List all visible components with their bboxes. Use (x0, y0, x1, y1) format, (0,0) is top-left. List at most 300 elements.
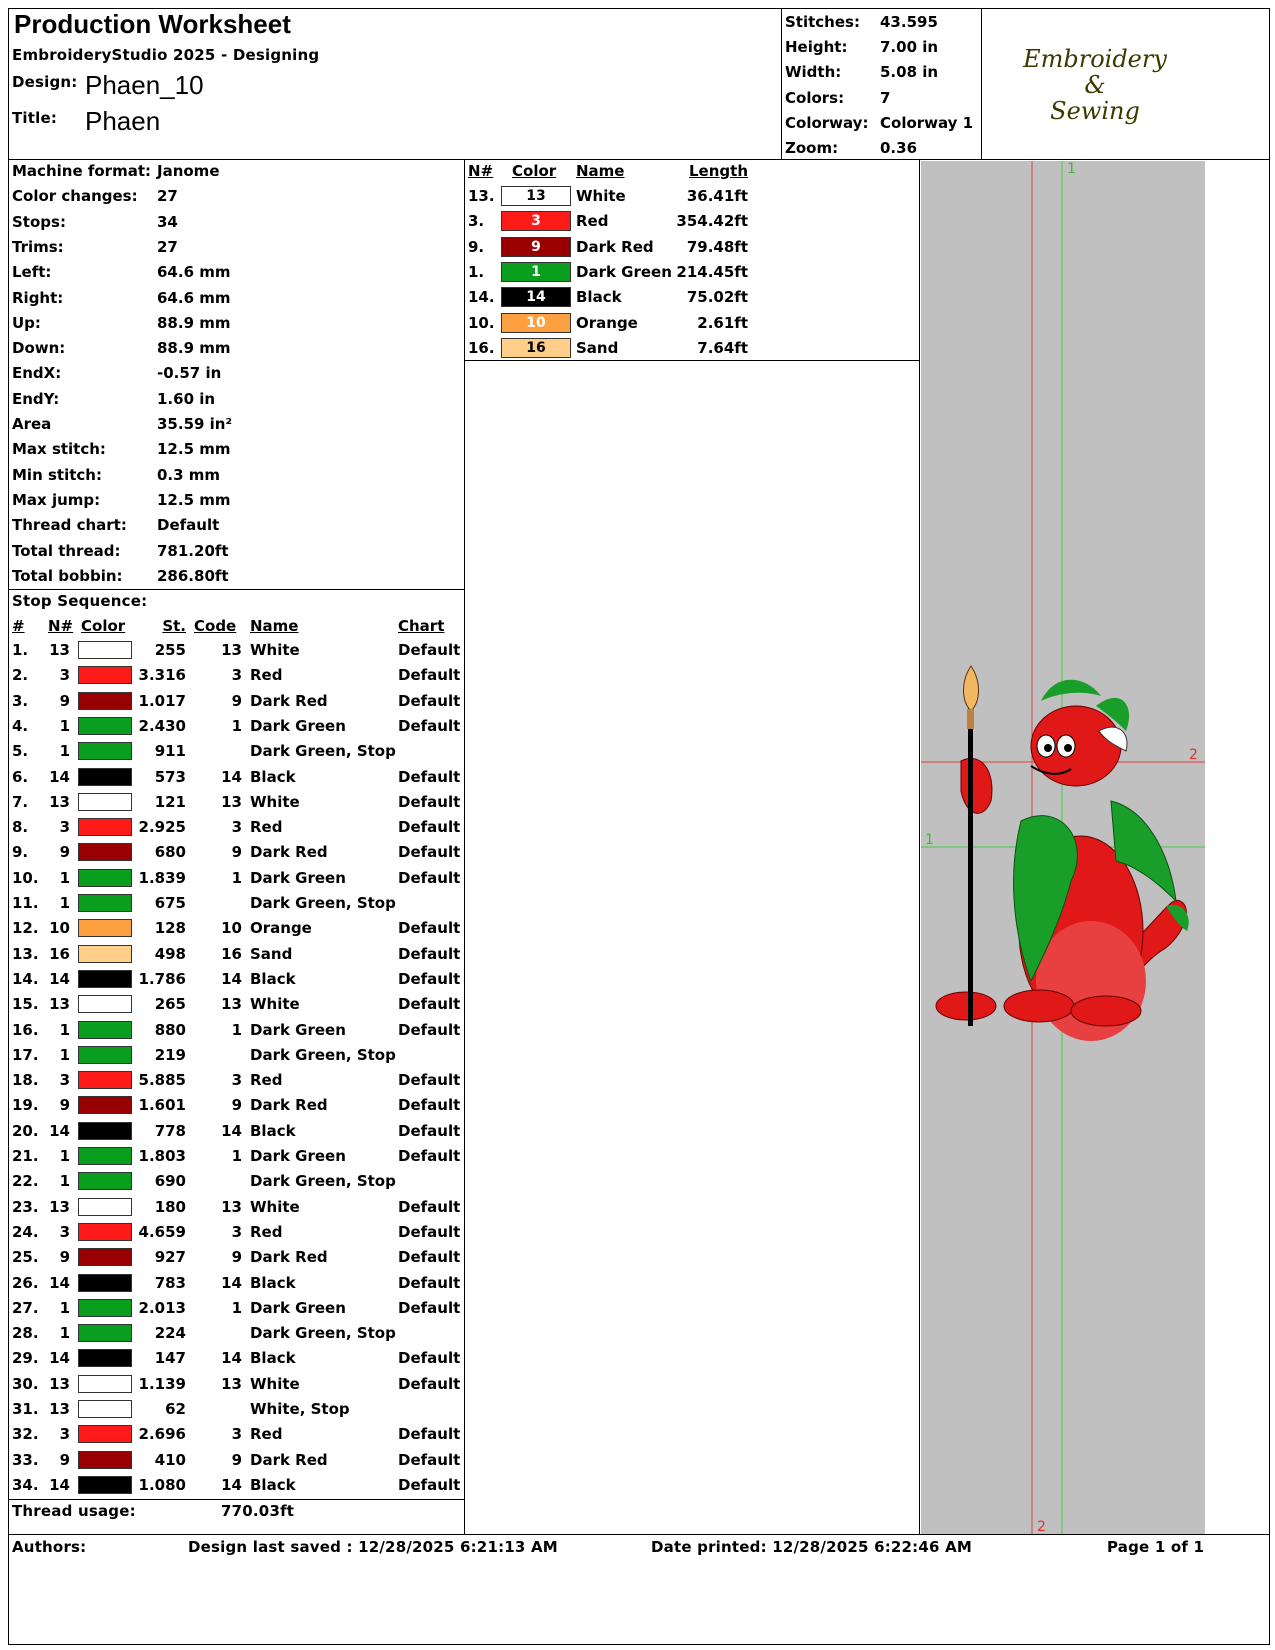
stop-stitches: 4.659 (138, 1222, 186, 1241)
stop-row (12, 738, 462, 764)
preview-marker: 1 (925, 832, 934, 848)
machine-info-value: 0.3 mm (157, 465, 221, 484)
stop-stitches: 1.601 (138, 1096, 186, 1115)
stop-code: 3 (231, 1222, 242, 1241)
summary-label: Width: (785, 63, 842, 82)
machine-info-value: 35.59 in² (157, 415, 233, 433)
color-number: 9. (468, 237, 485, 256)
summary-label: Colors: (785, 88, 845, 107)
stop-name: Red (250, 666, 283, 685)
stop-chart: Default (398, 919, 461, 938)
stop-color-swatch (78, 1451, 132, 1469)
stop-row (12, 1345, 462, 1371)
stop-color-swatch (78, 970, 132, 988)
stop-chart: Default (398, 691, 461, 710)
last-saved: Design last saved : 12/28/2025 6:21:13 AM (188, 1538, 558, 1556)
color-row (468, 208, 758, 234)
stop-code: 9 (231, 691, 242, 710)
stop-index: 33. (12, 1450, 39, 1469)
divider (8, 1499, 465, 1500)
stop-index: 22. (12, 1172, 39, 1191)
stop-name: Dark Red (250, 1248, 328, 1267)
stop-name: Dark Red (250, 843, 328, 862)
stop-color-swatch (78, 666, 132, 684)
stop-stitches: 880 (154, 1020, 186, 1039)
stop-color-swatch (78, 1071, 132, 1089)
stops-header-chart: Chart (398, 617, 445, 635)
stop-index: 26. (12, 1273, 39, 1292)
stop-chart: Default (398, 1425, 461, 1444)
stop-color-swatch (78, 818, 132, 836)
stop-color-swatch (78, 1046, 132, 1064)
stop-stitches: 778 (154, 1121, 186, 1140)
color-number: 16. (468, 338, 495, 357)
stop-chart: Default (398, 969, 461, 988)
stop-stitches: 573 (154, 767, 186, 786)
colors-header-row (468, 158, 758, 184)
stop-color-number: 9 (59, 691, 70, 710)
stop-code: 9 (231, 1096, 242, 1115)
stop-row (12, 1168, 462, 1194)
color-number: 1. (468, 262, 485, 281)
color-swatch: 10 (501, 313, 571, 333)
stop-code: 13 (221, 641, 242, 659)
stop-name: Dark Green (250, 716, 346, 735)
stop-row (12, 764, 462, 790)
stop-row (12, 865, 462, 891)
stop-index: 28. (12, 1324, 39, 1343)
stop-color-number: 13 (49, 641, 70, 659)
color-length: 75.02ft (686, 288, 748, 307)
summary-label: Stitches: (785, 13, 860, 31)
stop-row (12, 1270, 462, 1296)
preview-marker: 2 (1037, 1519, 1046, 1534)
stop-row (12, 1472, 462, 1498)
stop-name: Dark Red (250, 691, 328, 710)
stop-index: 5. (12, 742, 29, 761)
stop-color-number: 14 (49, 1349, 70, 1368)
stop-code: 3 (231, 818, 242, 837)
stop-stitches: 255 (154, 641, 186, 659)
stop-sequence-title: Stop Sequence: (12, 592, 148, 610)
summary-value: Colorway 1 (880, 113, 974, 132)
stop-code: 14 (221, 1475, 242, 1494)
stop-index: 34. (12, 1475, 39, 1494)
stop-name: White (250, 792, 300, 811)
stop-stitches: 265 (154, 995, 186, 1014)
colors-header-n: N# (468, 162, 494, 180)
stop-row (12, 991, 462, 1017)
color-length: 36.41ft (686, 187, 748, 205)
machine-info-label: EndY: (12, 389, 60, 408)
stop-color-number: 3 (59, 1425, 70, 1444)
machine-info-label: Down: (12, 339, 66, 358)
stop-stitches: 2.013 (138, 1298, 186, 1317)
colors-header-name: Name (576, 162, 625, 180)
stop-index: 4. (12, 716, 29, 735)
stop-color-number: 1 (59, 894, 70, 912)
machine-info-value: 64.6 mm (157, 288, 231, 307)
stop-color-swatch (78, 1476, 132, 1494)
stop-index: 14. (12, 969, 39, 988)
stop-code: 13 (221, 1197, 242, 1216)
stop-color-number: 9 (59, 1248, 70, 1267)
preview-marker: 2 (1189, 747, 1198, 763)
stop-index: 31. (12, 1400, 39, 1418)
stop-row (12, 1295, 462, 1321)
stop-stitches: 911 (154, 742, 186, 761)
authors-label: Authors: (12, 1538, 87, 1556)
color-name: Sand (576, 338, 619, 357)
stop-row (12, 662, 462, 688)
stop-code: 14 (221, 767, 242, 786)
stop-code: 1 (231, 868, 242, 887)
stop-stitches: 1.803 (138, 1147, 186, 1165)
machine-info-label: Thread chart: (12, 516, 127, 535)
stop-color-number: 3 (59, 666, 70, 685)
stop-row (12, 1447, 462, 1473)
stop-index: 17. (12, 1045, 39, 1064)
machine-info-value: Janome (157, 162, 220, 180)
color-swatch: 3 (501, 211, 571, 231)
stop-color-swatch (78, 945, 132, 963)
stops-header-row (12, 613, 462, 639)
stop-name: Dark Green, Stop (250, 742, 396, 761)
stop-stitches: 783 (154, 1273, 186, 1292)
machine-info-label: Up: (12, 313, 41, 332)
color-name: Dark Red (576, 237, 654, 256)
stop-row (12, 1143, 462, 1169)
color-length: 79.48ft (686, 237, 748, 256)
divider (781, 8, 782, 160)
stop-color-swatch (78, 843, 132, 861)
stops-header-st: St. (162, 617, 186, 635)
stop-chart: Default (398, 767, 461, 786)
stop-stitches: 1.080 (138, 1475, 186, 1494)
stop-row (12, 1244, 462, 1270)
stop-color-number: 14 (49, 1273, 70, 1292)
stop-color-number: 13 (49, 792, 70, 811)
stop-code: 13 (221, 792, 242, 811)
stop-chart: Default (398, 1374, 461, 1393)
summary-value: 43.595 (880, 13, 938, 31)
stop-color-number: 9 (59, 843, 70, 862)
stop-chart: Default (398, 1349, 461, 1368)
stop-color-number: 16 (49, 944, 70, 963)
stop-color-swatch (78, 1223, 132, 1241)
machine-info-value: -0.57 in (157, 364, 222, 383)
stop-chart: Default (398, 1020, 461, 1039)
machine-info-value: 27 (157, 237, 178, 256)
stop-name: Dark Green, Stop (250, 1172, 396, 1191)
stop-stitches: 3.316 (138, 666, 186, 685)
design-label: Design: (12, 73, 78, 91)
thread-usage-value: 770.03ft (221, 1502, 295, 1520)
stop-name: Red (250, 818, 283, 837)
machine-info-label: EndX: (12, 364, 62, 383)
stop-index: 19. (12, 1096, 39, 1115)
machine-info-label: Area (12, 415, 52, 433)
stop-code: 9 (231, 843, 242, 862)
stop-color-number: 1 (59, 1172, 70, 1191)
stop-row (12, 1118, 462, 1144)
stop-color-number: 14 (49, 1121, 70, 1140)
stop-row (12, 890, 462, 916)
stop-color-number: 13 (49, 995, 70, 1014)
summary-value: 0.36 (880, 139, 918, 157)
stop-color-number: 1 (59, 868, 70, 887)
summary-label: Zoom: (785, 139, 839, 157)
stop-code: 3 (231, 666, 242, 685)
stop-name: Dark Red (250, 1096, 328, 1115)
stop-stitches: 927 (154, 1248, 186, 1267)
stop-color-number: 9 (59, 1096, 70, 1115)
stop-stitches: 121 (154, 792, 186, 811)
stop-color-number: 1 (59, 742, 70, 761)
stop-name: Dark Green, Stop (250, 894, 396, 912)
stop-row (12, 941, 462, 967)
stop-chart: Default (398, 666, 461, 685)
stop-row (12, 637, 462, 663)
color-name: Dark Green (576, 262, 672, 281)
stop-name: Red (250, 1071, 283, 1090)
stop-row (12, 1042, 462, 1068)
stop-color-swatch (78, 1172, 132, 1190)
stop-row (12, 1219, 462, 1245)
stop-color-number: 1 (59, 1324, 70, 1343)
stop-color-number: 13 (49, 1374, 70, 1393)
stop-chart: Default (398, 1475, 461, 1494)
divider (464, 159, 465, 1535)
stop-color-swatch (78, 919, 132, 937)
preview-canvas (921, 161, 1205, 1534)
stop-color-swatch (78, 1274, 132, 1292)
stop-name: Dark Red (250, 1450, 328, 1469)
color-swatch: 13 (501, 186, 571, 206)
color-name: Red (576, 212, 609, 231)
stop-row (12, 1320, 462, 1346)
machine-info-value: 88.9 mm (157, 339, 231, 358)
color-length: 354.42ft (676, 212, 748, 231)
logo (990, 46, 1200, 124)
stop-index: 3. (12, 691, 29, 710)
stop-code: 13 (221, 1374, 242, 1393)
stop-color-swatch (78, 1349, 132, 1367)
stop-name: Red (250, 1425, 283, 1444)
machine-info-label: Max jump: (12, 490, 101, 509)
stop-chart: Default (398, 1121, 461, 1140)
stop-row (12, 814, 462, 840)
stop-index: 8. (12, 818, 29, 837)
stop-code: 16 (221, 944, 242, 963)
stop-index: 13. (12, 944, 39, 963)
stop-code: 3 (231, 1071, 242, 1090)
stop-row (12, 1017, 462, 1043)
stop-chart: Default (398, 1273, 461, 1292)
stop-stitches: 680 (154, 843, 186, 862)
stop-row (12, 915, 462, 941)
stop-code: 1 (231, 716, 242, 735)
stop-code: 14 (221, 1121, 242, 1140)
stop-stitches: 128 (154, 919, 186, 938)
stop-index: 18. (12, 1071, 39, 1090)
stop-name: Dark Green (250, 868, 346, 887)
stop-stitches: 2.696 (138, 1425, 186, 1444)
stop-color-swatch (78, 717, 132, 735)
stop-index: 10. (12, 868, 39, 887)
logo-line: Embroidery (1023, 45, 1167, 73)
stop-color-swatch (78, 1400, 132, 1418)
machine-info-label: Color changes: (12, 187, 138, 206)
stop-color-swatch (78, 692, 132, 710)
stop-stitches: 147 (154, 1349, 186, 1368)
stop-color-number: 1 (59, 1298, 70, 1317)
stop-chart: Default (398, 716, 461, 735)
stop-chart: Default (398, 1222, 461, 1241)
divider (981, 8, 982, 160)
colors-header-length: Length (689, 162, 748, 180)
stops-header-n: N# (48, 617, 74, 635)
stop-chart: Default (398, 792, 461, 811)
stop-row (12, 1421, 462, 1447)
stop-chart: Default (398, 868, 461, 887)
stop-name: Black (250, 969, 296, 988)
machine-info-value: 12.5 mm (157, 440, 231, 459)
machine-info-label: Total thread: (12, 541, 121, 560)
stop-color-number: 1 (59, 1045, 70, 1064)
stop-name: Black (250, 1121, 296, 1140)
stop-name: Black (250, 767, 296, 786)
stop-chart: Default (398, 641, 461, 659)
color-row (468, 284, 758, 310)
summary-value: 7.00 in (880, 38, 939, 57)
stop-chart: Default (398, 1197, 461, 1216)
machine-info-value: 781.20ft (157, 541, 229, 560)
stop-color-number: 14 (49, 969, 70, 988)
stop-chart: Default (398, 1450, 461, 1469)
stop-code: 10 (221, 919, 242, 938)
stop-stitches: 675 (154, 894, 186, 912)
machine-info-label: Left: (12, 263, 52, 282)
stop-index: 16. (12, 1020, 39, 1039)
machine-info-value: 34 (157, 212, 178, 231)
machine-info-value: 286.80ft (157, 566, 229, 585)
color-name: White (576, 187, 626, 205)
stop-color-number: 9 (59, 1450, 70, 1469)
stop-color-number: 10 (49, 919, 70, 938)
logo-line: & (1084, 71, 1106, 99)
stop-color-swatch (78, 1324, 132, 1342)
stop-code: 9 (231, 1450, 242, 1469)
stop-chart: Default (398, 1248, 461, 1267)
stop-index: 12. (12, 919, 39, 938)
stop-color-swatch (78, 894, 132, 912)
stop-color-swatch (78, 1147, 132, 1165)
stop-chart: Default (398, 818, 461, 837)
stop-stitches: 62 (165, 1400, 186, 1418)
stop-code: 14 (221, 969, 242, 988)
machine-info-value: 1.60 in (157, 389, 216, 408)
summary-label: Colorway: (785, 113, 869, 132)
stops-header-num: # (12, 617, 25, 635)
page-title: Production Worksheet (14, 9, 291, 39)
stop-index: 25. (12, 1248, 39, 1267)
stop-stitches: 1.139 (138, 1374, 186, 1393)
color-length: 2.61ft (697, 313, 748, 332)
stop-index: 11. (12, 894, 39, 912)
color-swatch: 1 (501, 262, 571, 282)
stop-name: Sand (250, 944, 293, 963)
design-value: Phaen_10 (85, 70, 204, 100)
stop-chart: Default (398, 843, 461, 862)
stop-row (12, 1371, 462, 1397)
stop-chart: Default (398, 1096, 461, 1115)
stop-name: Black (250, 1349, 296, 1368)
stop-color-number: 3 (59, 1222, 70, 1241)
stop-color-swatch (78, 1248, 132, 1266)
stop-code: 9 (231, 1248, 242, 1267)
stop-stitches: 1.017 (138, 691, 186, 710)
machine-info-label: Total bobbin: (12, 566, 123, 585)
page-number: Page 1 of 1 (1107, 1538, 1205, 1556)
stop-stitches: 1.786 (138, 969, 186, 988)
stop-color-swatch (78, 1122, 132, 1140)
stop-color-swatch (78, 1425, 132, 1443)
stop-color-number: 14 (49, 1475, 70, 1494)
stops-header-code: Code (194, 617, 237, 635)
stop-color-number: 13 (49, 1400, 70, 1418)
stop-row (12, 789, 462, 815)
stop-stitches: 180 (154, 1197, 186, 1216)
stop-name: Dark Green, Stop (250, 1045, 396, 1064)
logo-line: Sewing (1050, 97, 1140, 125)
stop-stitches: 690 (154, 1172, 186, 1191)
stop-chart: Default (398, 1298, 461, 1317)
stop-row (12, 1396, 462, 1422)
color-name: Orange (576, 313, 638, 332)
stop-color-swatch (78, 1021, 132, 1039)
stop-color-number: 13 (49, 1197, 70, 1216)
stop-index: 30. (12, 1374, 39, 1393)
stop-name: Orange (250, 919, 312, 938)
software-name: EmbroideryStudio 2025 - Designing (12, 46, 320, 64)
stop-color-number: 3 (59, 1071, 70, 1090)
color-row (468, 259, 758, 285)
stop-color-swatch (78, 1198, 132, 1216)
machine-info-value: 27 (157, 187, 178, 206)
stop-row (12, 1067, 462, 1093)
title-label: Title: (12, 109, 58, 127)
summary-label: Height: (785, 38, 848, 57)
stop-row (12, 713, 462, 739)
stop-name: White (250, 1374, 300, 1393)
stop-color-swatch (78, 995, 132, 1013)
machine-info-value: 12.5 mm (157, 490, 231, 509)
color-swatch: 16 (501, 338, 571, 358)
stop-chart: Default (398, 944, 461, 963)
color-number: 3. (468, 212, 485, 231)
stop-row (12, 688, 462, 714)
summary-value: 7 (880, 88, 891, 107)
machine-info-label: Min stitch: (12, 465, 102, 484)
stop-name: Black (250, 1475, 296, 1494)
stop-color-number: 14 (49, 767, 70, 786)
stop-index: 6. (12, 767, 29, 786)
machine-info-value: 88.9 mm (157, 313, 231, 332)
color-swatch: 9 (501, 237, 571, 257)
stop-stitches: 224 (154, 1324, 186, 1343)
thread-usage-label: Thread usage: (12, 1502, 136, 1520)
